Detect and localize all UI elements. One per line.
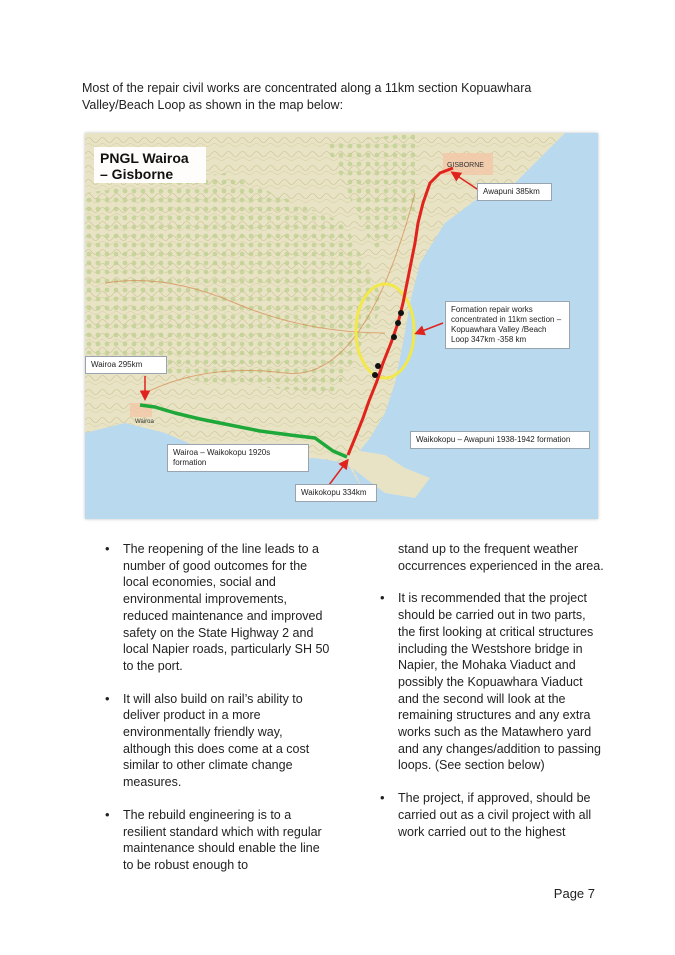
list-item: • The reopening of the line leads to a number of good outcomes for the local economies, social and environmental improvements, reduced maintenance and improved safety on the State Highway 2 and local Napier roads, particularly SH 50 to the port. bbox=[105, 541, 330, 673]
bullet-icon: • bbox=[105, 690, 110, 706]
left-column bbox=[105, 541, 330, 890]
wairoa-callout: Wairoa 295km bbox=[85, 356, 167, 374]
map-title: PNGL Wairoa – Gisborne bbox=[94, 147, 206, 183]
bullet-icon: • bbox=[380, 590, 385, 606]
awapuni-callout: Awapuni 385km bbox=[477, 183, 552, 201]
waikokopu-awapuni-callout: Waikokopu – Awapuni 1938-1942 formation bbox=[410, 431, 590, 449]
bullet-icon: • bbox=[380, 790, 385, 806]
list-item: • The project, if approved, should be carried out as a civil project with all work carried out to the highest bbox=[380, 790, 592, 839]
rail-route-map bbox=[85, 133, 598, 519]
right-column bbox=[380, 541, 605, 856]
repair-site-marker bbox=[391, 334, 397, 340]
list-item: • It is recommended that the project should be carried out in two parts, the first looking at critical structures including the Westshore bridge in Napier, the Mohaka Viaduct and possibly the Kopuawhara Viaduct and the second will look at the remaining structures and any extra works such as the Matawhero yard and any changes/addition to passing loops. (See section below) bbox=[380, 590, 601, 773]
intro-paragraph: Most of the repair civil works are concentrated along a 11km section Kopuawhara Valley/Beach Loop as shown in the map below: bbox=[82, 81, 532, 112]
gisborne-label: GISBORNE bbox=[447, 162, 484, 169]
right-bullet-list bbox=[380, 590, 605, 840]
repair-site-marker bbox=[372, 372, 378, 378]
left-bullet-list bbox=[105, 541, 330, 874]
repair-site-marker bbox=[398, 310, 404, 316]
bullet-icon: • bbox=[105, 806, 110, 822]
continued-text: stand up to the frequent weather occurrences experienced in the area. bbox=[398, 542, 604, 573]
wairoa-label: Wairoa bbox=[135, 419, 154, 425]
repair-site-marker bbox=[395, 320, 401, 326]
wairoa-waikokopu-callout: Wairoa – Waikokopu 1920s formation bbox=[167, 444, 309, 472]
bullet-icon: • bbox=[105, 541, 110, 556]
list-item: • The rebuild engineering is to a resilient standard which with regular maintenance should enable the line to be robust enough to bbox=[105, 806, 322, 872]
repair-site-marker bbox=[375, 363, 381, 369]
formation-callout: Formation repair works concentrated in 11km section – Kopuawhara Valley /Beach Loop 347km -358 km bbox=[445, 301, 570, 349]
waikokopu-callout: Waikokopu 334km bbox=[295, 484, 377, 502]
page-number: Page 7 bbox=[553, 886, 595, 901]
list-item: • It will also build on rail’s ability to deliver product in a more environmentally friendly way, although this does come at a cost similar to other climate change measures. bbox=[105, 690, 310, 790]
